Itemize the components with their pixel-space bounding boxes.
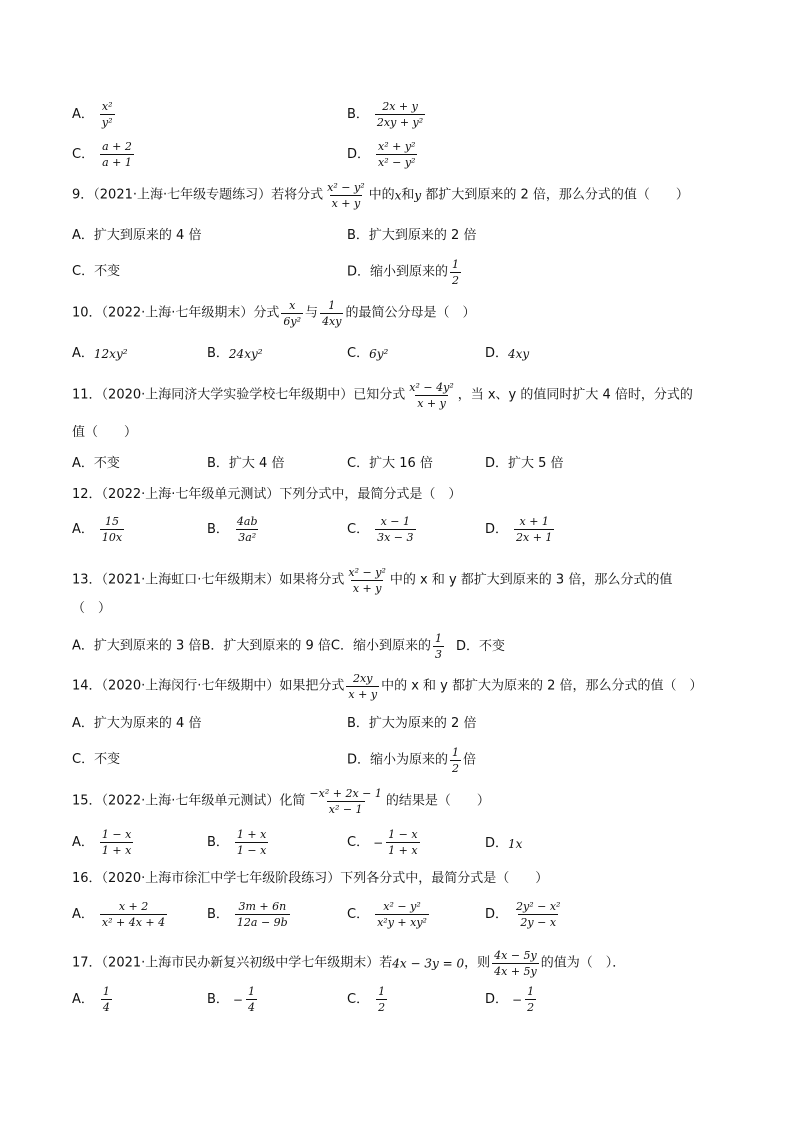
q8-option-a[interactable] <box>72 100 117 129</box>
fraction: $\frac{x}{\text{6y²}}$ <box>283 299 302 328</box>
fraction: $\frac{1 - x}{1 + x}$ <box>101 828 132 857</box>
question-number: 16． <box>72 871 102 886</box>
question-source: （2022·上海·七年级期末） <box>101 305 254 321</box>
fraction: $\frac{\text{x² − y²}}{x + y}$ <box>348 566 386 595</box>
q9-stem: 9．（2021·上海·七年级专题练习）若将分式 $\frac{\text{x² − y²}}{x + y}$ 中的x和y 都扩大到原来的 2 倍，那么分式的值（ ） <box>72 181 689 210</box>
question-source: （2022·上海·七年级单元测试） <box>101 487 280 502</box>
q12-option-d[interactable]: D． $\frac{x + 1}{2x + 1}$ <box>485 515 553 544</box>
q15-option-c[interactable]: C． − $\frac{1 - x}{1 + x}$ <box>347 828 418 857</box>
q13-option-b[interactable]: B．扩大到原来的 9 倍 <box>201 638 331 654</box>
fraction: $\frac{1}{4}$ <box>102 985 110 1014</box>
question-source: （2021·上海·七年级专题练习） <box>93 187 272 203</box>
q15-option-b[interactable]: B． $\frac{1 + x}{1 - x}$ <box>207 828 267 857</box>
q13-option-c[interactable]: C．缩小到原来的 <box>330 638 431 654</box>
fraction: $\frac{2x + y}{\text{2xy + y²}}$ <box>376 100 424 129</box>
fraction: $\frac{4x - 5y}{4x + 5y}$ <box>494 949 537 978</box>
q11-option-b[interactable]: B．扩大 4 倍 <box>207 456 285 471</box>
q13-stem: 13．（2021·上海虹口·七年级期末）如果将分式 $\frac{\text{x² − y²}}{x + y}$ 中的 x 和 y 都扩大到原来的 3 倍，那么分式的值 <box>72 566 673 595</box>
fraction: $\frac{1 + x}{1 - x}$ <box>236 828 267 857</box>
question-source: （2021·上海虹口·七年级期末） <box>101 572 280 588</box>
q17-option-b[interactable]: B． − $\frac{1}{4}$ <box>207 985 255 1014</box>
q11-option-a[interactable]: A．不变 <box>72 456 120 471</box>
fraction: $\frac{x + 2}{\text{x² + 4x + 4}}$ <box>101 900 166 929</box>
q14-option-c[interactable]: C．不变 <box>72 752 121 767</box>
fraction: $\frac{x - 1}{3x - 3}$ <box>377 515 414 544</box>
fraction: $\frac{\text{x² − y²}}{x + y}$ <box>327 181 365 210</box>
question-number: 12． <box>72 487 102 502</box>
fraction: $\frac{a + 2}{a + 1}$ <box>102 140 132 169</box>
question-number: 17． <box>72 955 102 971</box>
q13-option-a[interactable]: A．扩大到原来的 3 倍 <box>72 638 202 654</box>
q10-stem: 10．（2022·上海·七年级期末）分式 $\frac{x}{\text{6y²}}$ 与 $\frac{1}{4xy}$ 的最简公分母是（ ） <box>72 299 476 328</box>
q14-option-a[interactable]: A．扩大为原来的 4 倍 <box>72 716 202 731</box>
q9-option-a[interactable]: A．扩大到原来的 4 倍 <box>72 228 202 243</box>
fraction: $\frac{x + 1}{2x + 1}$ <box>516 515 553 544</box>
q11-option-c[interactable]: C．扩大 16 倍 <box>347 456 433 471</box>
q15-option-a[interactable]: A． $\frac{1 - x}{1 + x}$ <box>72 828 132 857</box>
q16-option-b[interactable]: B． $\frac{3m + 6n}{12a - 9b}$ <box>207 900 288 929</box>
q17-option-d[interactable]: D． − $\frac{1}{2}$ <box>485 985 535 1014</box>
question-source: （2020·上海同济大学实验学校七年级期中） <box>101 387 354 403</box>
question-number: 9． <box>72 187 94 203</box>
question-source: （2020·上海闵行·七年级期中） <box>101 678 280 694</box>
q12-option-c[interactable]: C． $\frac{x - 1}{3x - 3}$ <box>347 515 414 544</box>
fraction: $\frac{4ab}{\text{3a²}}$ <box>236 515 258 544</box>
option-label: B． <box>347 106 369 122</box>
option-label: D． <box>347 146 371 162</box>
q9-option-b[interactable]: B．扩大到原来的 2 倍 <box>347 228 477 243</box>
fraction: $\frac{\text{x² − y²}}{\text{x²y + xy²}}$ <box>377 900 427 929</box>
q10-option-b[interactable]: B．24xy² <box>207 346 263 361</box>
fraction: $\frac{1}{4}$ <box>247 985 255 1014</box>
q8-option-d[interactable] <box>347 140 419 169</box>
fraction: $\frac{1 - x}{1 + x}$ <box>388 828 418 857</box>
q9-option-d[interactable]: D．缩小到原来的 $\frac{1}{2}$ <box>347 258 460 287</box>
q11-option-d[interactable]: D．扩大 5 倍 <box>485 456 564 471</box>
option-label: C． <box>72 146 95 162</box>
q17-option-a[interactable]: A． $\frac{1}{4}$ <box>72 985 110 1014</box>
q12-option-b[interactable]: B． $\frac{4ab}{\text{3a²}}$ <box>207 515 258 544</box>
question-number: 14． <box>72 678 102 694</box>
question-source: （2022·上海·七年级单元测试） <box>101 793 280 809</box>
q9-option-c[interactable]: C．不变 <box>72 264 121 279</box>
q17-option-c[interactable]: C． $\frac{1}{2}$ <box>347 985 386 1014</box>
q16-stem: 16．（2020·上海市徐汇中学七年级阶段练习）下列各分式中，最简分式是（ ） <box>72 871 549 886</box>
fraction: $\frac{1}{2}$ <box>527 985 535 1014</box>
option-label: A． <box>72 106 94 122</box>
fraction: $\frac{\text{x² + y²}}{\text{x² − y²}}$ <box>378 140 416 169</box>
q16-option-a[interactable]: A． $\frac{x + 2}{\text{x² + 4x + 4}}$ <box>72 900 166 929</box>
q10-option-a[interactable]: A．12xy² <box>72 346 128 361</box>
fraction: $\frac{3m + 6n}{12a - 9b}$ <box>236 900 288 929</box>
q14-option-d[interactable]: D．缩小为原来的 $\frac{1}{2}$ 倍 <box>347 746 477 775</box>
q16-option-d[interactable]: D． $\frac{\text{2y² − x²}}{2y - x}$ <box>485 900 561 929</box>
fraction: $\frac{1}{3}$ <box>434 632 442 661</box>
fraction: $\frac{1}{4xy}$ <box>322 299 342 328</box>
fraction: $\frac{15}{10x}$ <box>101 515 123 544</box>
q13-stem-line2: （ ） <box>72 601 112 616</box>
question-number: 13． <box>72 572 102 588</box>
question-source: （2021·上海市民办新复兴初级中学七年级期末） <box>101 955 380 971</box>
q11-stem-line2: 值（ ） <box>72 425 138 440</box>
fraction: $\frac{1}{2}$ <box>452 258 460 287</box>
q14-stem: 14．（2020·上海闵行·七年级期中）如果把分式 $\frac{2xy}{x + y}$ 中的 x 和 y 都扩大为原来的 2 倍，那么分式的值（ ） <box>72 672 703 701</box>
q10-option-c[interactable]: C．6y² <box>347 346 389 361</box>
fraction: $\frac{\text{x²}}{\text{y²}}$ <box>101 100 113 129</box>
fraction: $\frac{\text{2y² − x²}}{2y - x}$ <box>516 900 561 929</box>
q15-option-d[interactable]: D．1x <box>485 836 523 851</box>
fraction: $\frac{1}{2}$ <box>452 746 460 775</box>
q14-option-b[interactable]: B．扩大为原来的 2 倍 <box>347 716 477 731</box>
q15-stem: 15．（2022·上海·七年级单元测试）化简 $\frac{\text{−x² + 2x − 1}}{\text{x² − 1}}$ 的结果是（ ） <box>72 787 490 816</box>
q8-option-c[interactable] <box>72 140 136 169</box>
fraction: $\frac{1}{2}$ <box>378 985 386 1014</box>
q16-option-c[interactable]: C． $\frac{\text{x² − y²}}{\text{x²y + xy²}}$ <box>347 900 427 929</box>
q17-stem: 17．（2021·上海市民办新复兴初级中学七年级期末）若4x − 3y = 0，则 $\frac{4x - 5y}{4x + 5y}$ 的值为（ ）． <box>72 949 626 978</box>
q8-option-b[interactable] <box>347 100 427 129</box>
q13-options <box>72 632 505 661</box>
question-number: 10． <box>72 305 102 321</box>
q10-option-d[interactable]: D．4xy <box>485 346 530 361</box>
fraction: $\frac{\text{−x² + 2x − 1}}{\text{x² − 1}}$ <box>309 787 382 816</box>
question-number: 11． <box>72 387 102 403</box>
q13-option-d[interactable]: D．不变 <box>455 638 505 654</box>
q12-option-a[interactable]: A． $\frac{15}{10x}$ <box>72 515 123 544</box>
fraction: $\frac{\text{x² − 4y²}}{x + y}$ <box>409 381 454 410</box>
fraction: $\frac{2xy}{x + y}$ <box>348 672 378 701</box>
q12-stem: 12．（2022·上海·七年级单元测试）下列分式中，最简分式是（ ） <box>72 487 462 502</box>
question-source: （2020·上海市徐汇中学七年级阶段练习） <box>101 871 341 886</box>
q11-stem: 11．（2020·上海同济大学实验学校七年级期中）已知分式 $\frac{\text{x² − 4y²}}{x + y}$ ，当 x、y 的值同时扩大 4 倍时，分式的 <box>72 381 693 410</box>
question-number: 15． <box>72 793 102 809</box>
